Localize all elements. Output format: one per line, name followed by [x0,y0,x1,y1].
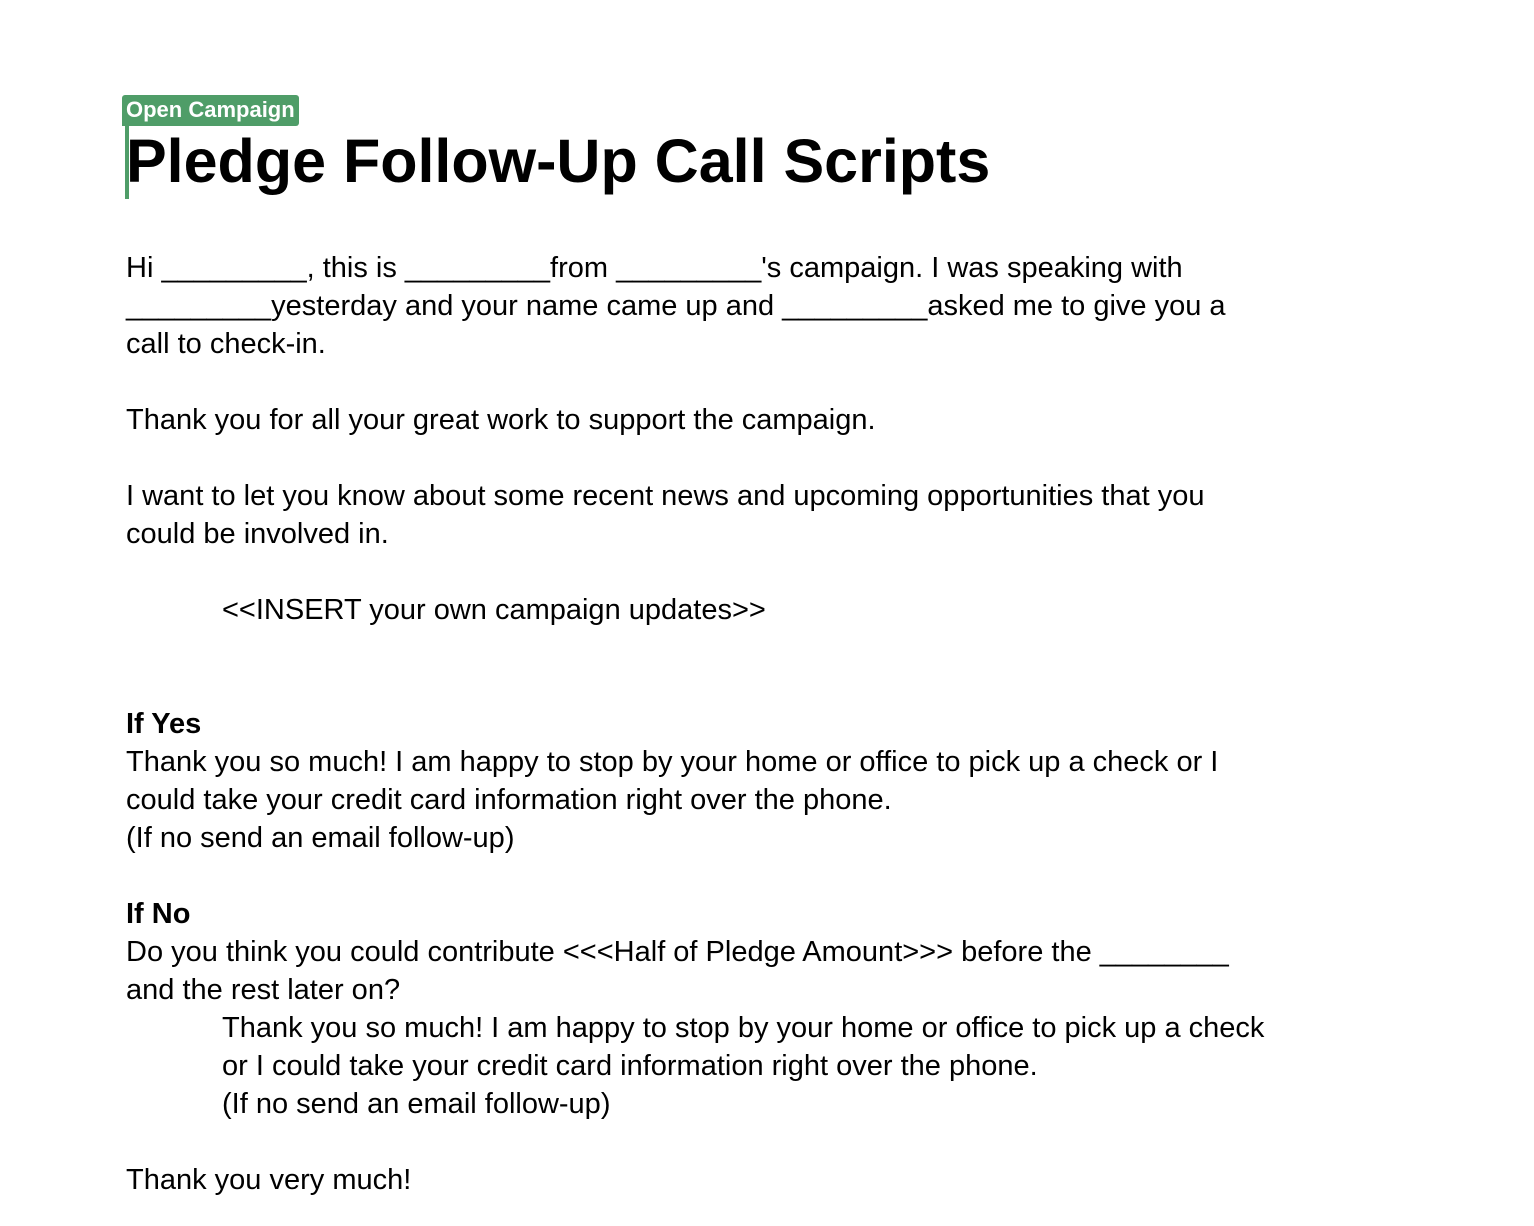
closing-line[interactable]: Thank you very much! [126,1164,412,1196]
insert-updates-placeholder[interactable]: <<INSERT your own campaign updates>> [222,594,766,626]
intro-line-2[interactable]: _________yesterday and your name came up and _________asked me to give you a [126,290,1226,322]
collaborator-cursor-label: Open Campaign [122,95,299,126]
if-yes-line-2[interactable]: could take your credit card information right over the phone. [126,784,892,816]
if-no-sub-line-3[interactable]: (If no send an email follow-up) [222,1088,611,1120]
if-yes-heading[interactable]: If Yes [126,708,202,740]
if-no-line-2[interactable]: and the rest later on? [126,974,401,1006]
document-page[interactable] [126,0,1406,1226]
if-no-line-1[interactable]: Do you think you could contribute <<<Half of Pledge Amount>>> before the ________ [126,936,1229,968]
if-no-sub-line-1[interactable]: Thank you so much! I am happy to stop by your home or office to pick up a check [222,1012,1265,1044]
document-title[interactable]: Pledge Follow-Up Call Scripts [126,127,991,195]
intro-line-1[interactable]: Hi _________, this is _________from _________'s campaign. I was speaking with [126,252,1183,284]
if-yes-line-3[interactable]: (If no send an email follow-up) [126,822,515,854]
if-yes-line-1[interactable]: Thank you so much! I am happy to stop by your home or office to pick up a check or I [126,746,1219,778]
news-line-1[interactable]: I want to let you know about some recent news and upcoming opportunities that you [126,480,1205,512]
if-no-sub-line-2[interactable]: or I could take your credit card information right over the phone. [222,1050,1038,1082]
intro-line-3[interactable]: call to check-in. [126,328,326,360]
if-no-heading[interactable]: If No [126,898,191,930]
news-line-2[interactable]: could be involved in. [126,518,389,550]
thanks-paragraph[interactable]: Thank you for all your great work to support the campaign. [126,404,876,436]
